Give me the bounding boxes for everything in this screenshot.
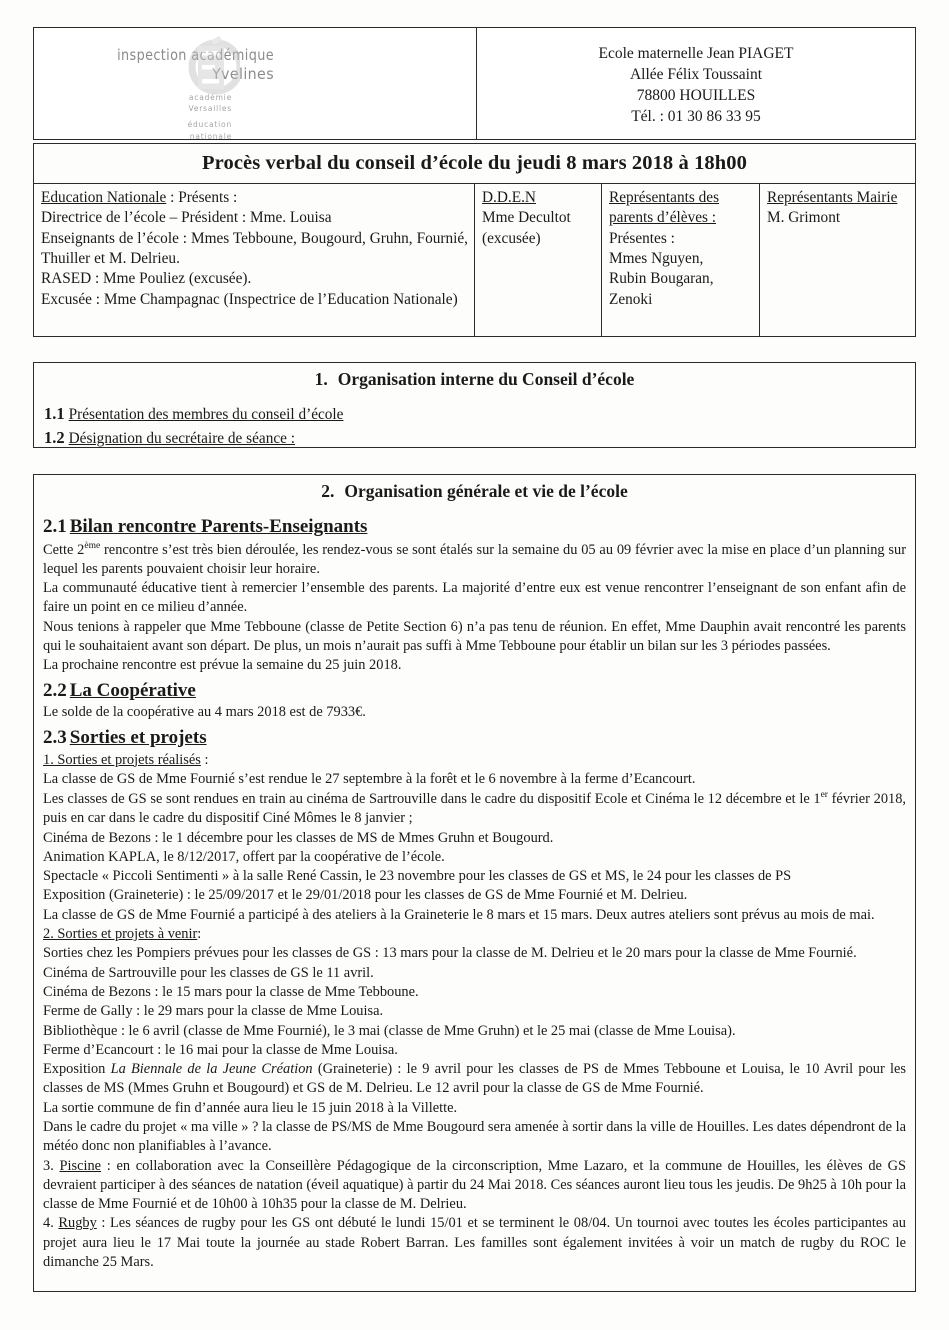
attendance-col-dden [475, 184, 602, 336]
heading-2-3 [43, 727, 906, 750]
attendance-col-parents [602, 184, 760, 336]
realises-line-3: Cinéma de Bezons : le 1 décembre pour les classes de MS de Mmes Gruhn et Bougourd. [43, 829, 554, 846]
col1-line-4: Excusée : Mme Champagnac (Inspectrice de l’Education Nationale) [41, 290, 458, 308]
label-realises-text: 1. Sorties et projets réalisés [43, 751, 201, 768]
col2-heading: D.D.E.N [482, 189, 536, 206]
page-title: Procès verbal du conseil d’école du jeudi 8 mars 2018 à 18h00 [202, 152, 747, 174]
avenir-line-6: Ferme d’Ecancourt : le 16 mai pour la classe de Mme Louisa. [43, 1041, 398, 1058]
col1-heading: Education Nationale [41, 189, 167, 206]
item-1-1-text: Présentation des membres du conseil d’école [68, 406, 344, 423]
attendance-col-mairie [760, 184, 915, 336]
avenir-line-8: Dans le cadre du projet « ma ville » ? la classe de PS/MS de Mme Bougourd sera amenée à sortir dans la ville de Houilles. Les dates dépendront de la météo donc non planifiables à l’avance. [43, 1119, 906, 1155]
section-2-block [33, 474, 916, 1292]
logo-education: éducation [187, 120, 232, 130]
label-a-venir-suffix: : [197, 926, 202, 943]
avenir-exposition [43, 1060, 906, 1099]
col1-line-1: Directrice de l’école – Président : Mme. Louisa [41, 209, 332, 227]
section-2-1-body [43, 540, 906, 676]
logo-nationale: nationale [189, 131, 232, 141]
avenir-line-1: Sorties chez les Pompiers prévues pour les classes de GS : 13 mars pour la classe de M. Delrieu et le 20 mars pour la classe de Mme Fournié. [43, 945, 857, 962]
section-1-item-2 [44, 428, 905, 449]
attendance-table [33, 183, 916, 337]
school-identity [477, 28, 915, 139]
para-2-1-4: La prochaine rencontre est prévue la semaine du 25 juin 2018. [43, 657, 402, 674]
avenir-line-3: Cinéma de Bezons : le 15 mars pour la classe de Mme Tebboune. [43, 983, 419, 1000]
realises-line-5: Spectacle « Piccoli Sentimenti » à la salle René Cassin, le 23 novembre pour les classes de GS et MS, le 24 pour les classes de PS [43, 868, 792, 885]
col1-line-2: Enseignants de l’école : Mmes Tebboune, Bougourd, Gruhn, Fournié, Thuiller et M. Delrieu. [41, 229, 468, 268]
school-phone: Tél. : 01 30 86 33 95 [631, 107, 761, 125]
label-realises-suffix: : [200, 751, 209, 768]
label-a-venir [43, 925, 906, 944]
heading-2-2-number: 2.2 [43, 679, 67, 701]
heading-2-1-title: Bilan rencontre Parents-Enseignants [69, 516, 368, 537]
item-piscine-number: 3. [43, 1157, 60, 1174]
realises-line-6: Exposition (Graineterie) : le 25/09/2017 et le 29/01/2018 pour les classes de GS de Mme Fournié et M. Delrieu. [43, 887, 688, 904]
item-rugby-text: : Les séances de rugby pour les GS ont débuté le lundi 15/01 et se terminent le 08/04. Un tournoi avec toutes les écoles participantes au projet aura lieu le 17 Mai toute la journée au stade Robert Barran. Les familles sont également invitées à voir un match de rugby du ROC le dimanche 25 Mars. [43, 1215, 906, 1271]
section-1-title: Organisation interne du Conseil d’école [337, 369, 635, 389]
exposition-title: La Biennale de la Jeune Création [110, 1061, 313, 1078]
avenir-line-2: Cinéma de Sartrouville pour les classes de GS le 11 avril. [43, 964, 374, 981]
para-2-1-2: La communauté éducative tient à remercier l’ensemble des parents. La majorité d’entre eux est venue rencontrer l’enseignant de son enfant afin de faire un point en ce milieu d’année. [43, 580, 906, 616]
col1-heading-row [41, 188, 468, 208]
label-a-venir-text: 2. Sorties et projets à venir [43, 926, 198, 943]
school-name: Ecole maternelle Jean PIAGET [598, 45, 794, 62]
realises-line-2: Les classes de GS se sont rendues en train au cinéma de Sartrouville dans le cadre du dispositif Ecole et Cinéma le 12 décembre et le 1er février 2018, puis en car dans le cadre du dispositif Ciné Mômes le 8 janvier ; [43, 790, 907, 827]
logo-academie: académie [188, 92, 232, 102]
item-rugby-label: Rugby [58, 1215, 97, 1232]
para-2-1-1: Cette 2ème rencontre s’est très bien déroulée, les rendez-vous se sont étalés sur la semaine du 05 au 09 février avec la mise en place d’un planning sur lequel les parents pouvaient choisir leur horaire. [43, 540, 906, 577]
heading-2-3-title: Sorties et projets [69, 726, 207, 748]
col3-line-4: Zenoki [609, 290, 653, 308]
section-1-number: 1. [314, 369, 328, 389]
para-2-1-3: Nous tenions à rappeler que Mme Tebboune (classe de Petite Section 6) n’a pas tenu de réunion. En effet, Mme Dauphin avait rencontré les parents qui le souhaitaient avant son départ. De plus, un mois n’aurait pas suffi à Mme Tebboune pour établir un bilan sur les 3 périodes passées. [43, 618, 906, 655]
section-1-block [33, 362, 916, 448]
realises-line-7: La classe de GS de Mme Fournié a participé à des ateliers à la Graineterie le 8 mars et 15 mars. Deux autres ateliers sont prévus au mois de mai. [43, 906, 875, 923]
academy-emblem-icon [186, 34, 240, 96]
col1-line-3: RASED : Mme Pouliez (excusée). [41, 270, 252, 288]
heading-2-2-title: La Coopérative [69, 679, 196, 701]
item-1-2-text: Désignation du secrétaire de séance : [68, 429, 296, 447]
col4-heading: Représentants Mairie [767, 189, 898, 206]
academy-logo [54, 46, 274, 147]
school-address: Allée Félix Toussaint [629, 65, 763, 83]
col4-line-1: M. Grimont [767, 209, 841, 227]
school-city: 78800 HOUILLES [636, 86, 756, 104]
heading-2-1 [43, 516, 906, 539]
realises-line-4: Animation KAPLA, le 8/12/2017, offert par la coopérative de l’école. [43, 848, 445, 865]
item-piscine [43, 1157, 906, 1215]
section-2-heading [43, 481, 906, 502]
section-2-title: Organisation générale et vie de l’école [344, 481, 628, 501]
col3-line-3: Rubin Bougaran, [609, 270, 714, 288]
avenir-line-5: Bibliothèque : le 6 avril (classe de Mme Fournié), le 3 mai (classe de Mme Gruhn) et le 25 mai (classe de Mme Louisa). [43, 1022, 736, 1039]
label-realises [43, 751, 906, 770]
document-title-bar [33, 143, 916, 183]
header-logo-cell [34, 28, 477, 139]
item-piscine-text: : en collaboration avec la Conseillère Pédagogique de la circonscription, Mme Lazaro, et la commune de Houilles, les élèves de GS devraient participer à des séances de natation (éveil aquatique) à partir du 24 Mai 2018. Ces séances auront lieu tous les jeudis. De 9h25 à 10h pour la classe de Mme Fournié et de 10h00 à 10h35 pour la classe de M. Delrieu. [43, 1157, 906, 1213]
item-1-2-number: 1.2 [44, 427, 65, 447]
item-rugby-number: 4. [43, 1215, 59, 1232]
document-header [33, 27, 916, 140]
item-1-1-number: 1.1 [44, 404, 65, 423]
heading-2-1-number: 2.1 [43, 516, 67, 537]
col2-line-2: (excusée) [482, 229, 541, 247]
col3-line-1: Présentes : [609, 229, 675, 247]
logo-line-yvelines: Yvelines [211, 65, 274, 84]
col3-heading: Représentants des parents d’élèves : [609, 189, 720, 227]
avenir-line-4: Ferme de Gally : le 29 mars pour la classe de Mme Louisa. [43, 1003, 384, 1020]
item-rugby [43, 1214, 906, 1272]
item-piscine-label: Piscine [59, 1157, 102, 1174]
section-1-heading [44, 369, 905, 390]
exposition-prefix: Exposition [43, 1061, 111, 1078]
para-2-2-1: Le solde de la coopérative au 4 mars 2018 est de 7933€. [43, 704, 366, 721]
section-2-number: 2. [321, 481, 335, 501]
realises-line-1: La classe de GS de Mme Fournié s’est rendue le 27 septembre à la forêt et le 6 novembre à la ferme d’Ecancourt. [43, 770, 696, 787]
heading-2-2 [43, 680, 906, 703]
logo-versailles: Versailles [188, 104, 232, 113]
logo-line-inspection: inspection académique [117, 46, 274, 64]
col1-heading-suffix: : Présents : [166, 189, 238, 206]
exposition-rest: (Graineterie) : le 9 avril pour les classes de PS de Mmes Tebboune et Louisa, le 10 Avril pour les classes de MS (Mmes Gruhn et Bougourd) et GS de M. Delrieu. Le 12 avril pour la classe de GS de Mme Fournié. [43, 1061, 906, 1097]
col3-line-2: Mmes Nguyen, [609, 250, 704, 268]
logo-subtext [54, 92, 274, 142]
heading-2-3-number: 2.3 [43, 726, 67, 748]
attendance-col-education-nationale [34, 184, 475, 336]
section-1-item-1 [44, 404, 905, 425]
avenir-line-7: La sortie commune de fin d’année aura lieu le 15 juin 2018 à la Villette. [43, 1099, 458, 1116]
col2-line-1: Mme Decultot [482, 209, 571, 227]
